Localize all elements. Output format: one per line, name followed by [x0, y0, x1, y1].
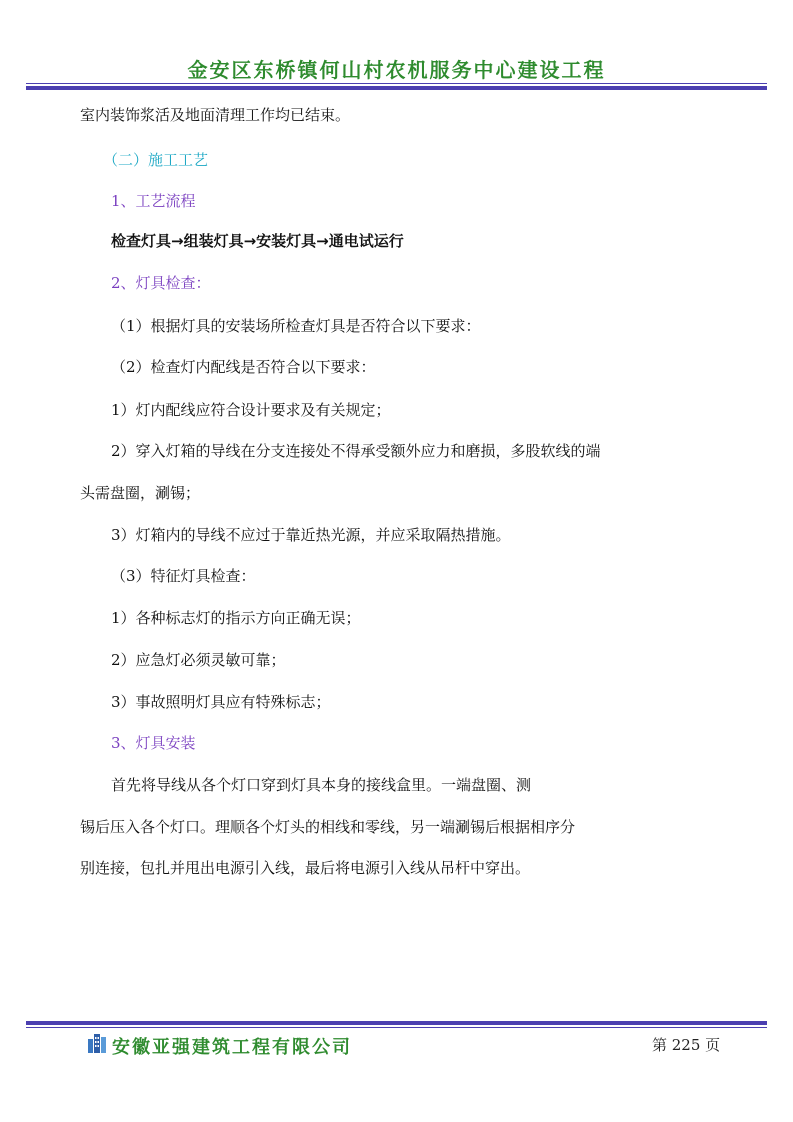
footer-rule-thick — [26, 1021, 767, 1025]
building-logo-icon — [86, 1031, 110, 1053]
paragraph: 别连接，包扎并甩出电源引入线，最后将电源引入线从吊杆中穿出。 — [80, 859, 531, 877]
paragraph: 首先将导线从各个灯口穿到灯具本身的接线盒里。一端盘圈、测 — [111, 776, 532, 794]
paragraph: 锡后压入各个灯口。理顺各个灯头的相线和零线，另一端涮锡后根据相序分 — [80, 818, 576, 836]
section-heading: （二）施工工艺 — [103, 151, 209, 169]
paragraph: 1）各种标志灯的指示方向正确无误； — [111, 609, 361, 627]
header-rule-thick — [26, 86, 767, 90]
paragraph: 2）应急灯必须灵敏可靠； — [111, 651, 286, 669]
paragraph: 3）灯箱内的导线不应过于靠近热光源，并应采取隔热措施。 — [111, 526, 511, 544]
page-number: 第 225 页 — [652, 1036, 721, 1054]
header-rule-thin — [26, 83, 767, 84]
subheading-process: 1、工艺流程 — [111, 192, 196, 210]
paragraph: 3）事故照明灯具应有特殊标志； — [111, 693, 331, 711]
paragraph: 头需盘圈，涮锡； — [80, 484, 201, 502]
process-flow: 检查灯具→组装灯具→安装灯具→通电试运行 — [111, 232, 404, 250]
subheading-inspection: 2、灯具检查： — [111, 274, 211, 292]
paragraph: （3）特征灯具检查： — [111, 567, 256, 585]
header-title: 金安区东桥镇何山村农机服务中心建设工程 — [187, 58, 606, 82]
footer-rule-thin — [26, 1027, 767, 1028]
paragraph: 2）穿入灯箱的导线在分支连接处不得承受额外应力和磨损，多股软线的端 — [111, 442, 601, 460]
paragraph: （2）检查灯内配线是否符合以下要求： — [111, 358, 376, 376]
subheading-installation: 3、灯具安装 — [111, 734, 196, 752]
paragraph: （1）根据灯具的安装场所检查灯具是否符合以下要求： — [111, 317, 481, 335]
paragraph: 室内装饰浆活及地面清理工作均已结束。 — [80, 106, 351, 124]
paragraph: 1）灯内配线应符合设计要求及有关规定； — [111, 401, 391, 419]
footer-company-name: 安徽亚强建筑工程有限公司 — [112, 1037, 352, 1058]
